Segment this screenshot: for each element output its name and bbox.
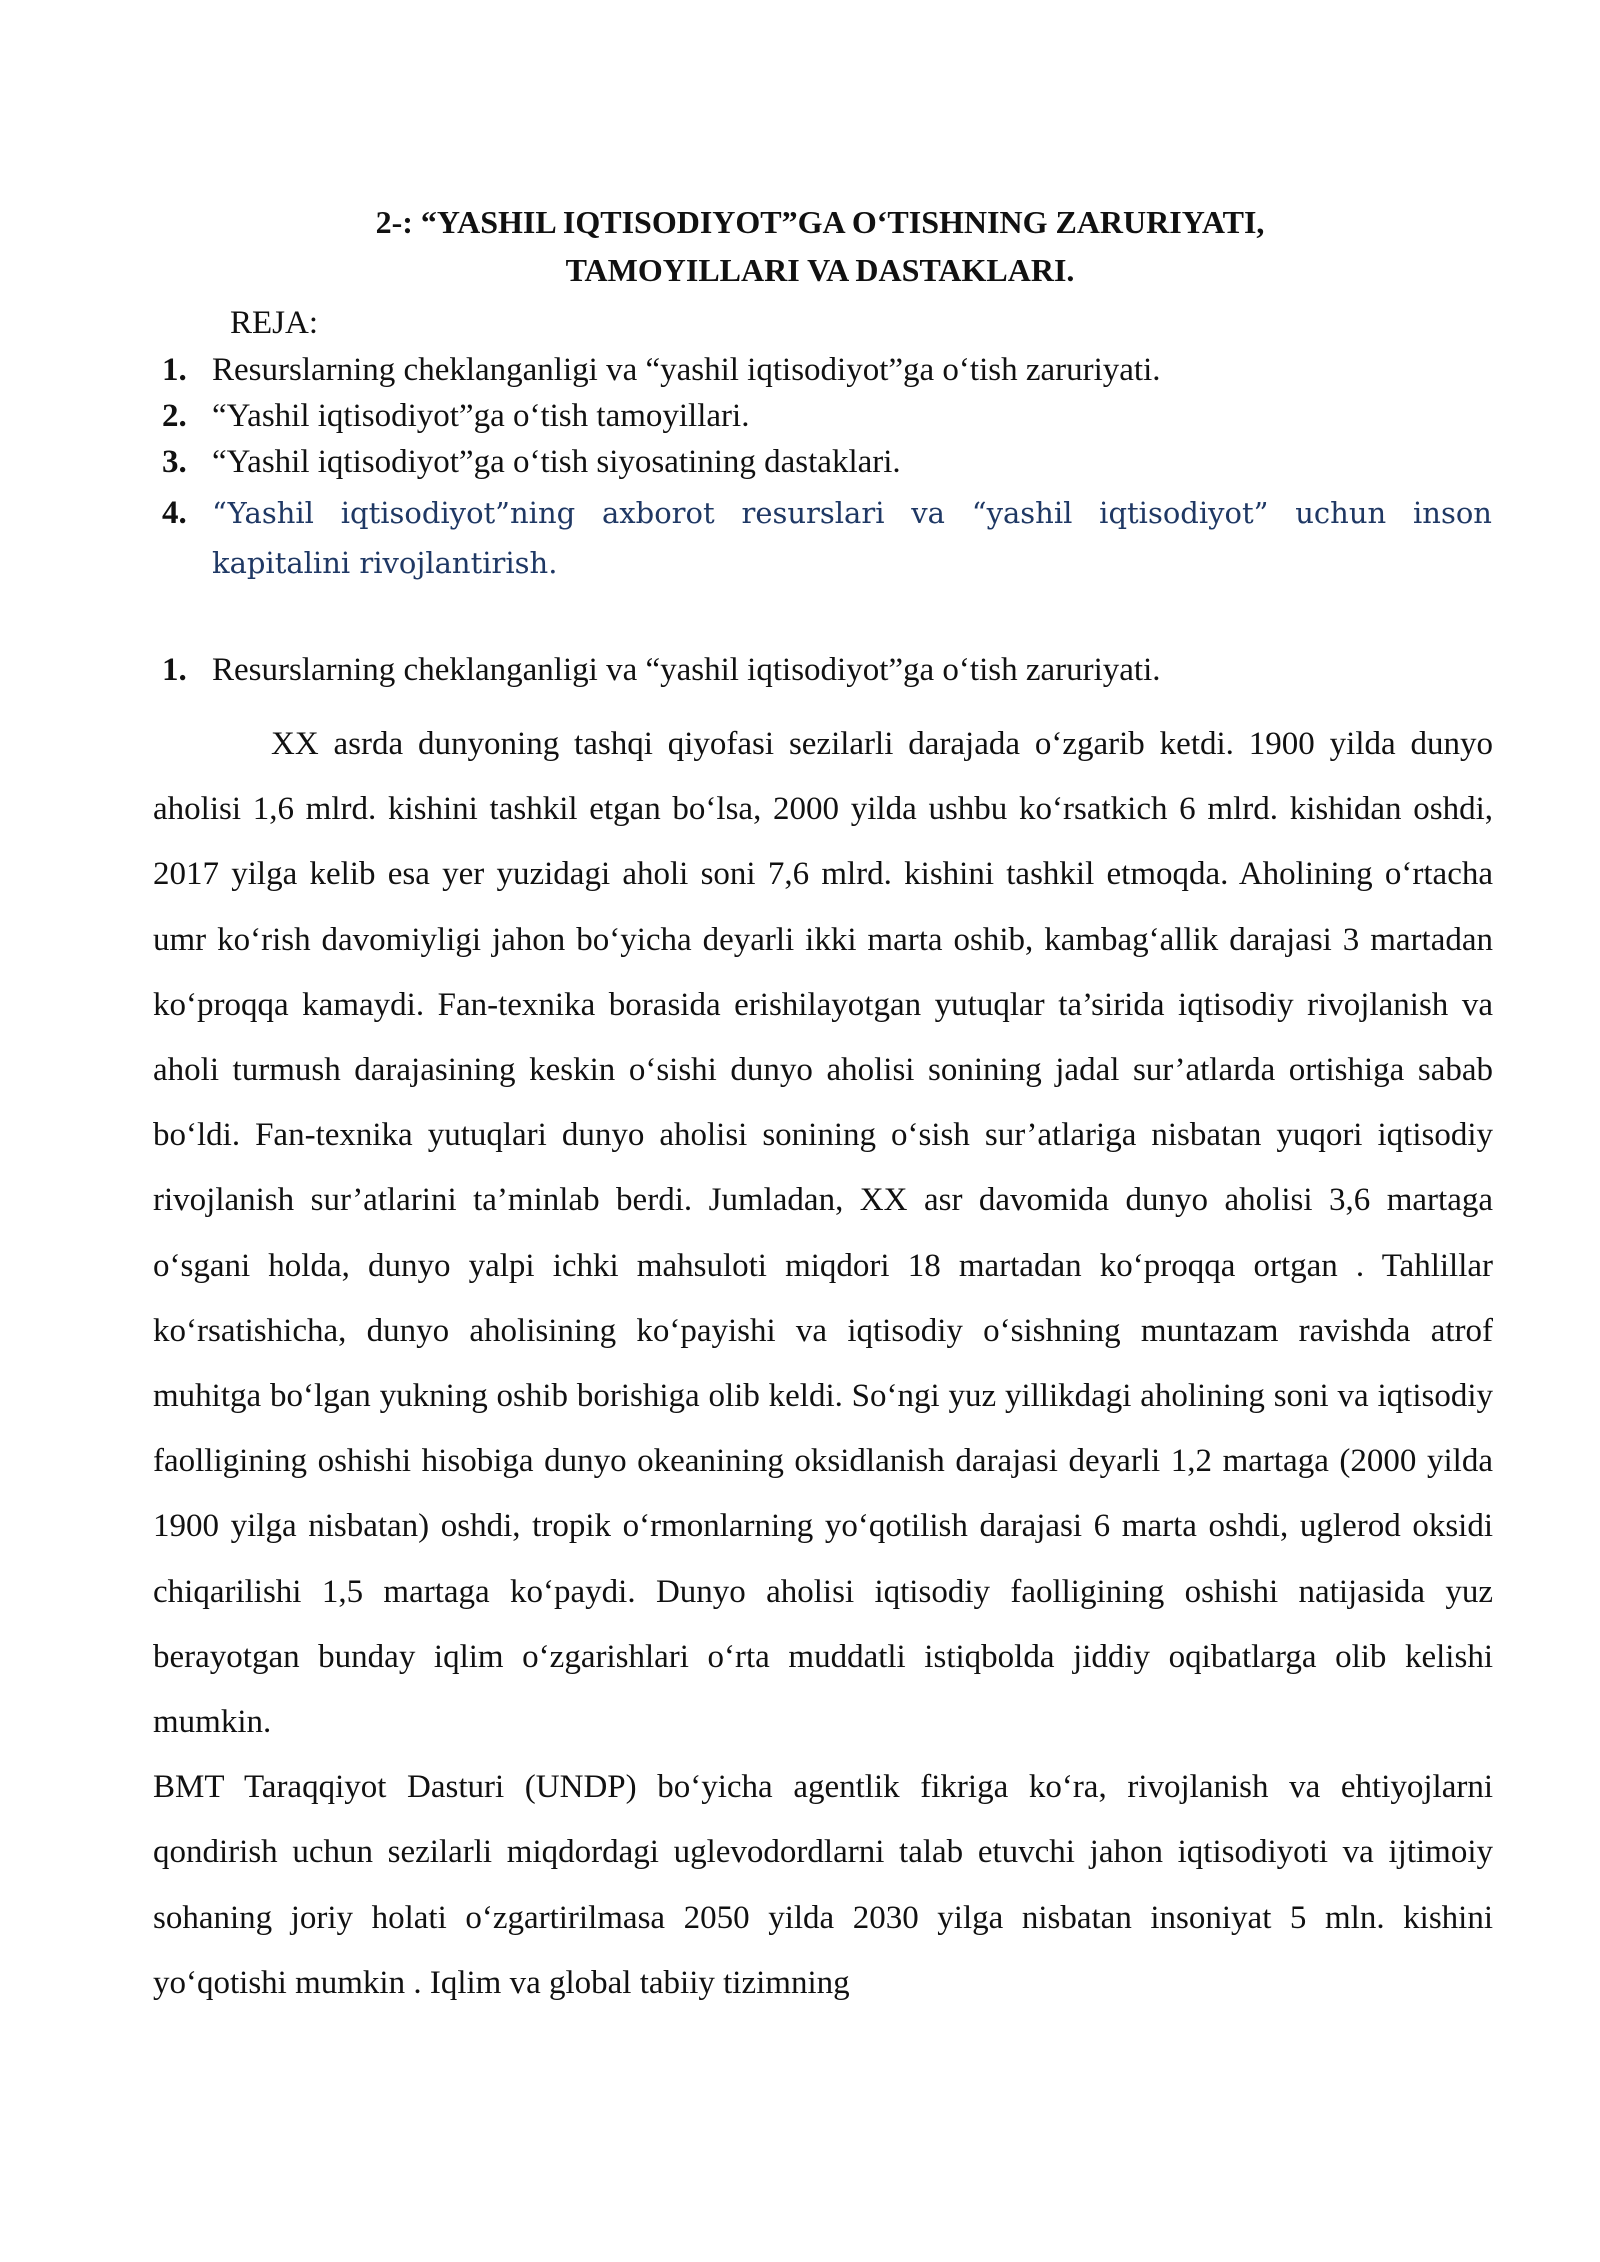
plan-item <box>162 347 1492 393</box>
plan-item-number: 4. <box>162 495 187 531</box>
body-paragraph: BMT Taraqqiyot Dasturi (UNDP) bo‘yicha agentlik fikriga ko‘ra, rivojlanish va ehtiyojlarni qondirish uchun sezilarli miqdordagi uglevodordlarni talab etuvchi jahon iqtisodiyoti va ijtimoiy sohaning joriy holati o‘zgartirilmasa 2050 yilda 2030 yilga nisbatan insoniyat 5 mln. kishini yo‘qotishi mumkin . Iqlim va global tabiiy tizimning <box>153 1769 1493 2001</box>
plan-item-number: 1. <box>162 352 187 388</box>
plan-item-text: Resurslarning cheklanganligi va “yashil iqtisodiyot”ga o‘tish zaruriyati. <box>212 352 1161 388</box>
plan-item-text: “Yashil iqtisodiyot”ning axborot resurslari va “yashil iqtisodiyot” uchun inson kapitalini rivojlantirish. <box>212 496 1492 580</box>
body-text <box>153 712 1493 2016</box>
plan-item-number: 2. <box>162 398 187 434</box>
plan-list <box>162 347 1492 588</box>
section-number: 1. <box>162 652 187 688</box>
plan-item-text: “Yashil iqtisodiyot”ga o‘tish tamoyillari. <box>212 398 750 434</box>
plan-item <box>162 393 1492 439</box>
section-heading-text: Resurslarning cheklanganligi va “yashil iqtisodiyot”ga o‘tish zaruriyati. <box>212 652 1161 688</box>
section-heading <box>162 647 1161 693</box>
document-title <box>230 198 1410 294</box>
plan-item-text: “Yashil iqtisodiyot”ga o‘tish siyosatining dastaklari. <box>212 444 901 480</box>
body-paragraph: XX asrda dunyoning tashqi qiyofasi sezilarli darajada o‘zgarib ketdi. 1900 yilda dunyo aholisi 1,6 mlrd. kishini tashkil etgan bo‘lsa, 2000 yilda ushbu ko‘rsatkich 6 mlrd. kishidan oshdi, 2017 yilga kelib esa yer yuzidagi aholi soni 7,6 mlrd. kishini tashkil etmoqda. Aholining o‘rtacha umr ko‘rish davomiyligi jahon bo‘yicha deyarli ikki marta oshib, kambag‘allik darajasi 3 martadan ko‘proqqa kamaydi. Fan-texnika borasida erishilayotgan yutuqlar ta’sirida iqtisodiy rivojlanish va aholi turmush darajasining keskin o‘sishi dunyo aholisi sonining jadal sur’atlarda ortishiga sabab bo‘ldi. Fan-texnika yutuqlari dunyo aholisi sonining o‘sish sur’atlariga nisbatan yuqori iqtisodiy rivojlanish sur’atlarini ta’minlab berdi. Jumladan, XX asr davomida dunyo aholisi 3,6 martaga o‘sgani holda, dunyo yalpi ichki mahsuloti miqdori 18 martadan ko‘proqqa ortgan . Tahlillar ko‘rsatishicha, dunyo aholisining ko‘payishi va iqtisodiy o‘sishning muntazam ravishda atrof muhitga bo‘lgan yukning oshib borishiga olib keldi. So‘ngi yuz yillikdagi aholining soni va iqtisodiy faolligining oshishi hisobiga dunyo okeanining oksidlanish darajasi deyarli 1,2 martaga (2000 yilda 1900 yilga nisbatan) oshdi, tropik o‘rmonlarning yo‘qotilish darajasi 6 marta oshdi, uglerod oksidi chiqarilishi 1,5 martaga ko‘paydi. Dunyo aholisi iqtisodiy faolligining oshishi natijasida yuz berayotgan bunday iqlim o‘zgarishlari o‘rta muddatli istiqbolda jiddiy oqibatlarga olib kelishi mumkin. <box>153 726 1493 1741</box>
plan-item <box>162 439 1492 485</box>
plan-heading: REJA: <box>230 305 319 341</box>
title-line-2: TAMOYILLARI VA DASTAKLARI. <box>565 252 1075 288</box>
plan-item-number: 3. <box>162 444 187 480</box>
title-line-1: 2-: “YASHIL IQTISODIYOT”GA O‘TISHNING ZARURIYATI, <box>375 204 1265 240</box>
plan-item <box>162 488 1492 588</box>
